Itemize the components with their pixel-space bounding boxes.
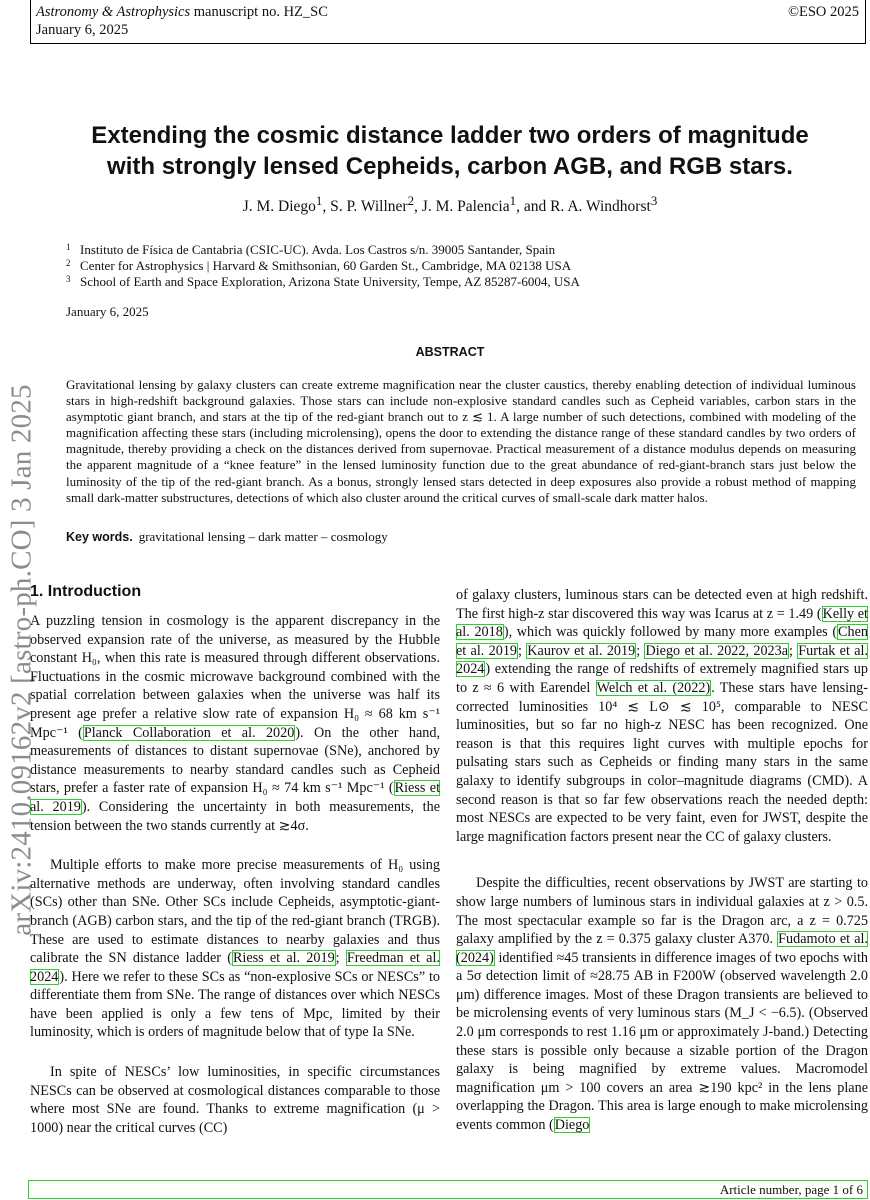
author-separator: , [322, 198, 331, 216]
affiliation-number: 2 [66, 258, 71, 268]
text-run: ; [789, 642, 798, 659]
text-run: ), which was quickly followed by many more examples ( [503, 624, 838, 641]
citation-link[interactable]: Riess et al. 2019 [30, 780, 441, 815]
affiliation-item [66, 242, 580, 258]
text-run: of galaxy clusters, luminous stars can be detected even at high redshift. The first high-z star discovered this way was Icarus at z = 1.49 ( [456, 587, 868, 622]
author-affil: 2 [407, 193, 415, 208]
keywords [66, 529, 388, 545]
text-run: identified ≈45 transients in difference images of two epochs with a 5σ detection limit of ≈28.75 AB in F200W (observed wavelength 2.0 μm) difference images. Most of these Dragon transients are believed to be microlensing events of very luminous stars (M_J < −6.5). (Observed 2.0 μm corresponds to rest 1.16 μm or approximately J-band.) Detecting these stars is possible only because a sizable portion of the Dragon galaxy is being magnified by extreme values. Macromodel magnification μm > 100 covers an area ≳190 kpc² in the lens plane overlapping the Dragon. This area is large enough to make microlensing events common ( [456, 949, 868, 1134]
citation-link[interactable]: Fudamoto et al. (2024) [456, 931, 868, 966]
text-run: ). Here we refer to these SCs as “non-explosive SCs or NESCs” to differentiate them from SNe. The range of distances over which NESCs have been applied is only a few tens of Mpc, limited by their luminosity, which is orders of magnitude below that of type Ia SNe. [30, 968, 440, 1041]
paragraph [456, 586, 868, 846]
author-affil: 1 [315, 193, 323, 208]
text-run: ) extending the range of redshifts of extremely magnified stars up to z ≈ 6 with Earendel [456, 661, 868, 696]
keywords-text: gravitational lensing – dark matter – cosmology [138, 529, 388, 544]
paper-title [30, 120, 870, 182]
text-run: ). On the other hand, measurements of distances to distant supernovae (SNe), anchored by distance measurements to nearby standard candles such as Cepheid stars, prefer a faster rate of expansion H₀ ≈ 74 km s⁻¹ Mpc⁻¹ ( [30, 724, 440, 797]
journal-name: Astronomy & Astrophysics [36, 4, 191, 20]
paragraph [456, 874, 868, 1134]
keywords-label: Key words. [66, 530, 133, 544]
author-name: R. A. Windhorst [550, 198, 651, 216]
section-heading: 1. Introduction [30, 583, 142, 600]
abstract-heading: ABSTRACT [415, 345, 485, 359]
text-run: A puzzling tension in cosmology is the apparent discrepancy in the observed expansion rate of the universe, as measured by the Hubble constant H₀, when this rate is measured through different observations. Fluctuations in the cosmic microwave background combined with the spatial correlation between galaxies when the universe was half its present age prefer a relative slow rate of expansion H₀ ≈ 68 km s⁻¹ Mpc⁻¹ ( [30, 613, 440, 741]
affiliation-number: 3 [66, 274, 71, 284]
text-run: Despite the difficulties, recent observations by JWST are starting to show large numbers of luminous stars in individual galaxies at z > 0.5. The most spectacular example so far is the Dragon arc, a z = 0.725 galaxy amplified by the z = 0.375 galaxy cluster A370. [456, 875, 868, 948]
affiliation-list [66, 242, 580, 290]
copyright-notice: ©ESO 2025 [787, 4, 859, 20]
author-separator: , [414, 198, 422, 216]
left-column [30, 612, 440, 1137]
author-separator: , and [516, 198, 551, 216]
author-affil: 3 [650, 193, 658, 208]
title-line-1: Extending the cosmic distance ladder two orders of magnitude [91, 122, 809, 149]
text-run: Multiple efforts to make more precise measurements of H₀ using alternative methods are underway, often involving standard candles (SCs) other than SNe. Other SCs include Cepheids, asymptotic-giant-branch (AGB) carbon stars, and the tip of the red-giant branch (TRGB). These are used to estimate distances to nearby galaxies and thus calibrate the SN distance ladder ( [30, 857, 440, 967]
citation-link[interactable]: Furtak et al. 2024 [456, 642, 868, 678]
citation-link[interactable]: Kelly et al. 2018 [456, 605, 868, 641]
page-footer[interactable]: Article number, page 1 of 6 [28, 1180, 868, 1199]
running-header [30, 0, 866, 44]
text-run: ; [636, 642, 645, 659]
citation-link[interactable]: Diego et al. 2022, 2023a [645, 642, 789, 659]
abstract-text: Gravitational lensing by galaxy clusters can create extreme magnification near the cluster caustics, thereby enabling detection of individual luminous stars in high-redshift background galaxies. Those stars can include non-explosive standard candles such as Cepheid variables, carbon stars in the asymptotic giant branch, and stars at the tip of the red-giant branch out to z ≲ 1. A large number of such detections, combined with modeling of the magnification affecting these stars (including microlensing), opens the door to extending the distance range of these standard candles by two orders of magnitude, thereby providing a check on the distances derived from supernovae. Practical measurement of a distance modulus depends on measuring the apparent magnitude of a “knee feature” in the lensed luminosity function due to the great abundance of red-giant-branch stars just below the luminosity of the tip of the red-giant branch. As a bonus, strongly lensed stars detected in deep exposures also provide a robust method of mapping small dark-matter substructures, detections of which also cluster around the critical curves of small-scale dark matter halos. [66, 377, 856, 505]
title-line-2: with strongly lensed Cepheids, carbon AGB, and RGB stars. [107, 153, 793, 180]
citation-link[interactable]: Kaurov et al. 2019 [527, 642, 636, 659]
author-name: J. M. Palencia [421, 198, 510, 216]
text-run: ; [518, 642, 527, 659]
author-name: S. P. Willner [330, 198, 408, 216]
citation-link[interactable]: Planck Collaboration et al. 2020 [83, 724, 295, 741]
citation-link[interactable]: Freedman et al. 2024 [30, 950, 440, 985]
manuscript-number: manuscript no. HZ_SC [190, 4, 328, 20]
header-date: January 6, 2025 [36, 22, 129, 38]
paragraph: In spite of NESCs’ low luminosities, in specific circumstances NESCs can be observed at cosmological distances comparable to those where most SNe are found. Thanks to extreme magnification (μ > 1000) near the critical curves (CC) [30, 1064, 440, 1136]
citation-link[interactable]: Diego [554, 1117, 590, 1134]
affiliation-text: Center for Astrophysics | Harvard & Smithsonian, 60 Garden St., Cambridge, MA 02138 USA [80, 258, 572, 273]
citation-link[interactable]: Riess et al. 2019 [232, 950, 335, 967]
citation-link[interactable]: Chen et al. 2019 [456, 624, 868, 659]
text-run: . These stars have lensing-corrected luminosities 10⁴ ≲ L⊙ ≲ 10⁵, comparable to NESC luminosities, but so far no high-z NESC has been recognized. One reason is that this requires light curves with multiple epochs for pulsating stars such as Cepheids or finding many stars in the same galaxy to identify subgroups in color–magnitude diagrams (CMD). A second reason is that so far few observations reach the needed depth: most NESCs are expected to be very faint, even for JWST, despite the large magnification factors present near the CC of galaxy clusters. [456, 679, 868, 845]
author-affil: 1 [509, 193, 517, 208]
affiliation-text: Instituto de Física de Cantabria (CSIC-UC). Avda. Los Castros s/n. 39005 Santander, Spain [80, 242, 556, 257]
citation-link[interactable]: Welch et al. (2022) [596, 679, 711, 696]
arxiv-identifier[interactable]: arXiv:2410.09162v2 [astro-ph.CO] 3 Jan 2025 [5, 384, 38, 936]
text-run: ; [335, 950, 346, 967]
affiliation-number: 1 [66, 242, 71, 252]
author-list [30, 193, 870, 216]
affiliation-item [66, 258, 580, 274]
publication-date: January 6, 2025 [66, 304, 149, 319]
affiliation-item [66, 274, 580, 290]
author-name: J. M. Diego [242, 198, 316, 216]
paragraph [30, 856, 440, 1042]
paragraph [30, 612, 440, 835]
text-run: ). Considering the uncertainty in both measurements, the tension between the two stands currently at ≳4σ. [30, 798, 440, 834]
right-column [456, 586, 868, 1135]
affiliation-text: School of Earth and Space Exploration, Arizona State University, Tempe, AZ 85287-6004, USA [80, 274, 580, 289]
